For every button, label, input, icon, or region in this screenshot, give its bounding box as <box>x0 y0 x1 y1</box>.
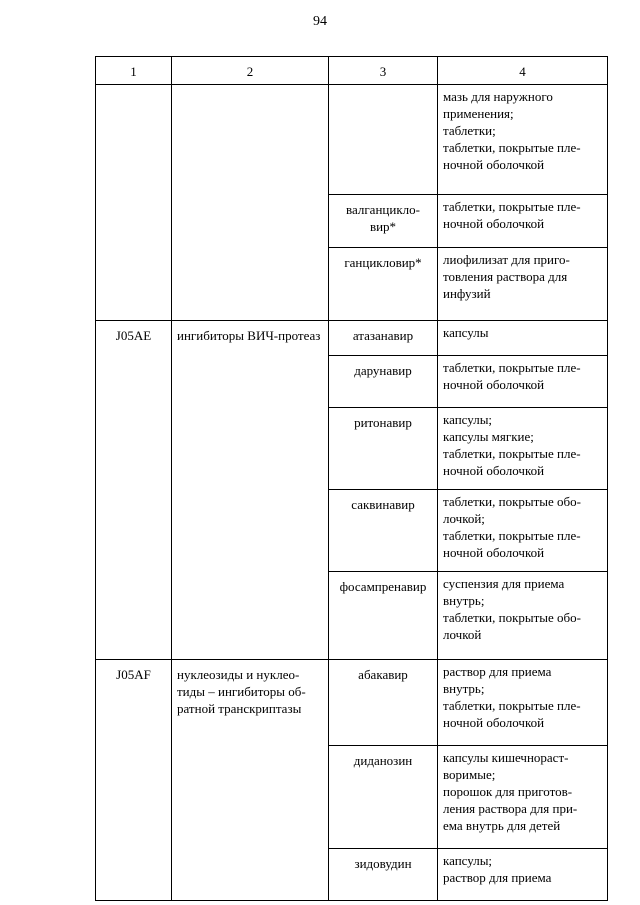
dosage-form-line: товления раствора для <box>443 269 568 284</box>
dosage-form-line: таблетки; <box>443 123 496 138</box>
dosage-form-line: ночной оболочкой <box>443 463 545 478</box>
dosage-form-line: капсулы; <box>443 412 493 427</box>
dosage-form-line: лочкой <box>443 627 482 642</box>
group-name-cell <box>172 85 329 321</box>
dosage-form-line: ночной оболочкой <box>443 216 545 231</box>
medication-table <box>95 56 608 901</box>
dosage-form-cell <box>438 849 608 901</box>
drug-name-cell: валганцикло-вир* <box>329 195 438 248</box>
dosage-form-line: капсулы <box>443 325 489 340</box>
table-row <box>96 660 608 746</box>
dosage-form-line: таблетки, покрытые обо- <box>443 494 581 509</box>
dosage-form-line: лиофилизат для приго- <box>443 252 570 267</box>
dosage-form-line: таблетки, покрытые обо- <box>443 610 581 625</box>
table-row <box>96 85 608 195</box>
dosage-form-line: раствор для приема <box>443 664 552 679</box>
dosage-form-line: ночной оболочкой <box>443 715 545 730</box>
dosage-form-line: капсулы; <box>443 853 493 868</box>
dosage-form-line: применения; <box>443 106 514 121</box>
dosage-form-cell <box>438 746 608 849</box>
dosage-form-line: порошок для приготов- <box>443 784 573 799</box>
atc-code-cell: J05AE <box>96 321 172 660</box>
dosage-form-line: лочкой; <box>443 511 485 526</box>
column-header: 3 <box>329 57 438 85</box>
dosage-form-cell <box>438 490 608 572</box>
dosage-form-line: таблетки, покрытые пле- <box>443 698 581 713</box>
dosage-form-line: внутрь; <box>443 593 485 608</box>
table-row <box>96 321 608 356</box>
drug-name-cell: атазанавир <box>329 321 438 356</box>
column-header: 2 <box>172 57 329 85</box>
dosage-form-line: таблетки, покрытые пле- <box>443 446 581 461</box>
dosage-form-cell <box>438 85 608 195</box>
dosage-form-line: воримые; <box>443 767 496 782</box>
dosage-form-cell <box>438 195 608 248</box>
drug-name-cell: зидовудин <box>329 849 438 901</box>
dosage-form-line: капсулы кишечнораст- <box>443 750 569 765</box>
drug-name-cell: ритонавир <box>329 408 438 490</box>
dosage-form-line: суспензия для приема <box>443 576 565 591</box>
dosage-form-line: мазь для наружного <box>443 89 553 104</box>
group-name-cell: ингибиторы ВИЧ-протеаз <box>172 321 329 660</box>
column-header: 1 <box>96 57 172 85</box>
dosage-form-line: таблетки, покрытые пле- <box>443 360 581 375</box>
dosage-form-line: раствор для приема <box>443 870 552 885</box>
drug-name-cell <box>329 85 438 195</box>
drug-name-cell: дарунавир <box>329 356 438 408</box>
drug-name-cell: ганцикловир* <box>329 248 438 321</box>
dosage-form-line: ления раствора для при- <box>443 801 578 816</box>
table-header-row <box>96 57 608 85</box>
dosage-form-cell <box>438 356 608 408</box>
dosage-form-line: инфузий <box>443 286 491 301</box>
dosage-form-cell <box>438 248 608 321</box>
dosage-form-line: таблетки, покрытые пле- <box>443 140 581 155</box>
atc-code-cell <box>96 85 172 321</box>
dosage-form-line: ема внутрь для детей <box>443 818 561 833</box>
drug-name-cell: саквинавир <box>329 490 438 572</box>
group-name-cell: нуклеозиды и нуклео-тиды – ингибиторы об-ратной транскриптазы <box>172 660 329 901</box>
dosage-form-cell <box>438 572 608 660</box>
dosage-form-line: ночной оболочкой <box>443 545 545 560</box>
drug-name-cell: диданозин <box>329 746 438 849</box>
dosage-form-line: ночной оболочкой <box>443 157 545 172</box>
drug-name-cell: фосампренавир <box>329 572 438 660</box>
atc-code-cell: J05AF <box>96 660 172 901</box>
dosage-form-line: внутрь; <box>443 681 485 696</box>
dosage-form-cell <box>438 321 608 356</box>
drug-name-cell: абакавир <box>329 660 438 746</box>
dosage-form-cell <box>438 660 608 746</box>
column-header: 4 <box>438 57 608 85</box>
dosage-form-cell <box>438 408 608 490</box>
dosage-form-line: капсулы мягкие; <box>443 429 534 444</box>
dosage-form-line: ночной оболочкой <box>443 377 545 392</box>
page-number: 94 <box>313 14 327 29</box>
dosage-form-line: таблетки, покрытые пле- <box>443 528 581 543</box>
dosage-form-line: таблетки, покрытые пле- <box>443 199 581 214</box>
